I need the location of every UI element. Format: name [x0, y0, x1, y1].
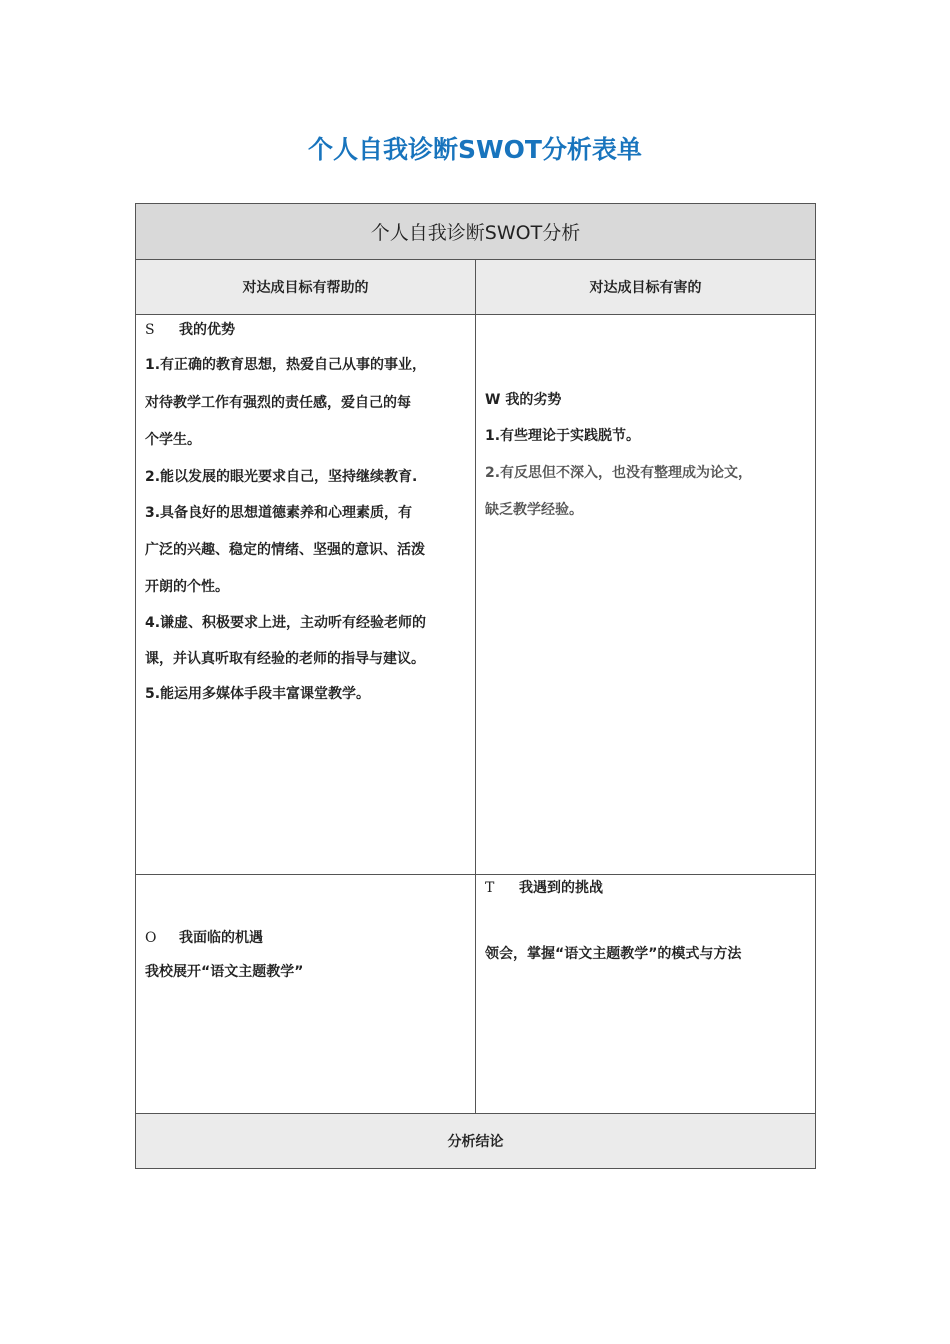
weaknesses-line: 缺乏教学经验。 [485, 502, 583, 519]
threats-letter: T [485, 880, 495, 897]
column-label-row [136, 260, 816, 315]
strengths-line: 5.能运用多媒体手段丰富课堂教学。 [145, 686, 371, 703]
threats-cell [476, 875, 816, 1113]
harmful-label: 对达成目标有害的 [476, 260, 816, 315]
strengths-line: 课，并认真听取有经验的老师的指导与建议。 [145, 651, 425, 668]
weaknesses-line: 1.有些理论于实践脱节。 [485, 428, 641, 445]
table-header: 个人自我诊断SWOT分析 [136, 204, 816, 260]
strengths-list [145, 347, 469, 712]
strengths-line: 对待教学工作有强烈的责任感，爱自己的每 [145, 394, 411, 411]
page-title: 个人自我诊断SWOT分析表单 [308, 135, 642, 164]
opportunities-title: 我面临的机遇 [179, 930, 263, 947]
helpful-label: 对达成目标有帮助的 [136, 260, 476, 315]
strengths-line: 2.能以发展的眼光要求自己，坚持继续教育. [145, 468, 418, 485]
threats-title: 我遇到的挑战 [519, 880, 603, 897]
strengths-title: 我的优势 [179, 322, 235, 339]
conclusion-row [136, 1113, 816, 1168]
strengths-cell [136, 315, 476, 875]
strengths-line: 1.有正确的教育思想，热爱自己从事的事业， [145, 357, 427, 374]
weaknesses-list [485, 418, 809, 529]
opportunities-heading [145, 927, 469, 949]
swot-table [135, 203, 816, 1169]
opportunities-letter: O [145, 930, 157, 947]
opportunities-cell [136, 875, 476, 1113]
weaknesses-title: W 我的劣势 [485, 392, 562, 409]
weaknesses-line: 2.有反思但不深入，也没有整理成为论文， [485, 465, 753, 482]
strengths-line: 广泛的兴趣、稳定的情绪、坚强的意识、活泼 [145, 542, 425, 559]
strengths-line: 个学生。 [145, 432, 201, 449]
threats-heading [485, 877, 809, 899]
opportunities-text: 我校展开“语文主题教学” [145, 964, 304, 981]
threats-text: 领会，掌握“语文主题教学”的模式与方法 [485, 946, 742, 963]
weaknesses-cell [476, 315, 816, 875]
strengths-line: 3.具备良好的思想道德素养和心理素质，有 [145, 504, 413, 521]
strengths-letter: S [145, 322, 155, 339]
strengths-line: 4.谦虚、积极要求上进，主动听有经验老师的 [145, 614, 427, 631]
ot-row [136, 875, 816, 1113]
sw-row [136, 315, 816, 875]
table-header-row [136, 204, 816, 260]
strengths-line: 开朗的个性。 [145, 578, 229, 595]
strengths-heading [145, 319, 469, 341]
conclusion-label: 分析结论 [136, 1113, 816, 1168]
